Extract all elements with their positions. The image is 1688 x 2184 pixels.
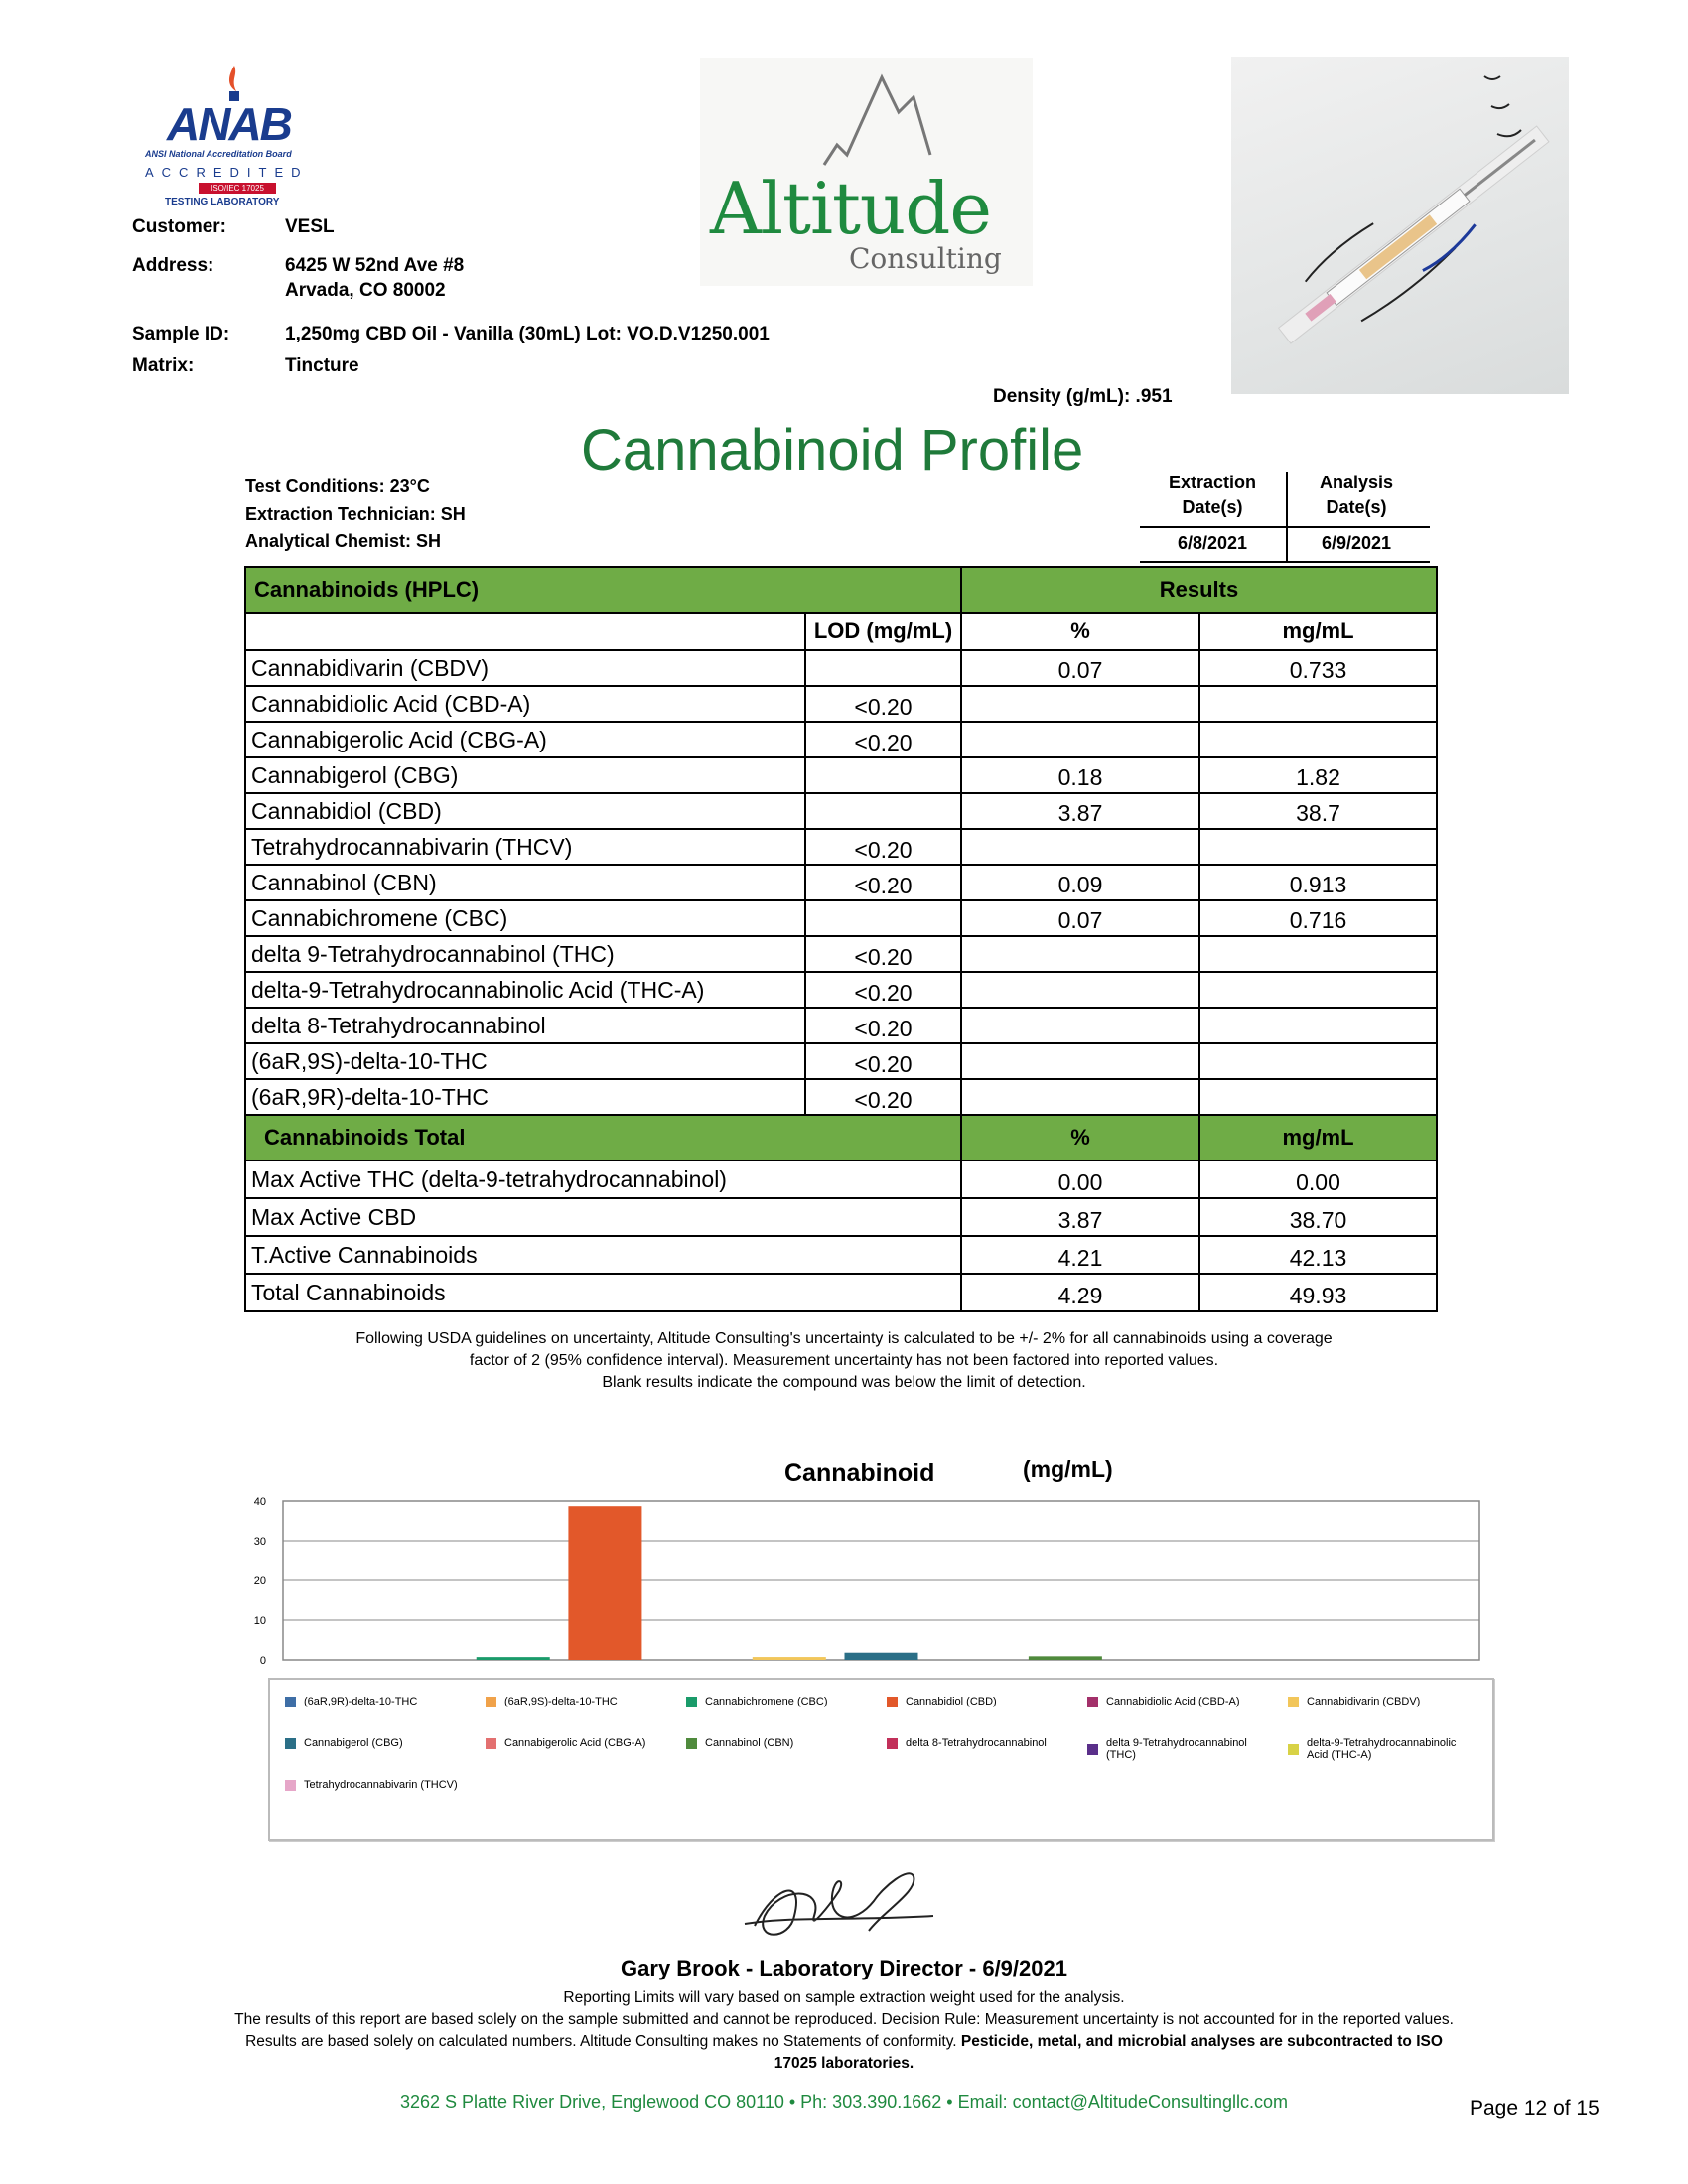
y-tick-label: 30: [253, 1536, 266, 1548]
table-row: [245, 793, 1437, 829]
legend-label: Cannabinol (CBN): [705, 1737, 794, 1749]
legend-label: Cannabidiolic Acid (CBD-A): [1106, 1696, 1240, 1707]
lod-value: <0.20: [805, 936, 961, 972]
legend-item: [887, 1737, 1067, 1749]
compound-name: (6aR,9R)-delta-10-THC: [245, 1079, 805, 1115]
sample-id-label: Sample ID:: [132, 324, 230, 344]
address-line1: 6425 W 52nd Ave #8: [285, 255, 465, 276]
percent-value: 0.18: [961, 757, 1199, 793]
legend-swatch: [285, 1738, 296, 1749]
table-row: [245, 1043, 1437, 1079]
totals-header: Cannabinoids Total: [245, 1115, 961, 1160]
analysis-date-value: 6/9/2021: [1321, 533, 1392, 553]
footer-iso-labs: 17025 laboratories.: [774, 2055, 914, 2072]
mgml-value: [1199, 936, 1437, 972]
lod-value: <0.20: [805, 865, 961, 900]
mgml-value: [1199, 686, 1437, 722]
percent-value: [961, 1079, 1199, 1115]
legend-label: Cannabichromene (CBC): [705, 1696, 828, 1707]
subheader-blank: [245, 613, 805, 650]
totals-mgml-header: mg/mL: [1199, 1115, 1437, 1160]
table-row: [245, 972, 1437, 1008]
legend-label: delta-9-Tetrahydrocannabinolic Acid (THC-A): [1307, 1737, 1457, 1761]
total-name: Total Cannabinoids: [245, 1274, 961, 1311]
percent-value: [961, 722, 1199, 757]
legend-label: (6aR,9S)-delta-10-THC: [504, 1696, 618, 1707]
sample-photo: [1231, 57, 1569, 394]
percent-value: [961, 1008, 1199, 1043]
legend-swatch: [486, 1738, 496, 1749]
bar-2: [477, 1657, 550, 1660]
total-percent: 0.00: [961, 1160, 1199, 1198]
compound-name: Cannabidivarin (CBDV): [245, 650, 805, 686]
blank-results-note: Blank results indicate the compound was below the limit of detection.: [602, 1374, 1086, 1391]
table-row: [245, 722, 1437, 757]
totals-header-row: [245, 1115, 1437, 1160]
cannabinoid-bar-chart: [238, 1489, 1489, 1673]
altitude-consulting-logo: [700, 58, 1033, 286]
mgml-value: 0.733: [1199, 650, 1437, 686]
legend-item: [686, 1696, 867, 1707]
compound-name: Cannabinol (CBN): [245, 865, 805, 900]
percent-value: 0.07: [961, 650, 1199, 686]
totals-row: [245, 1198, 1437, 1236]
chart-unit: (mg/mL): [1023, 1456, 1113, 1482]
chart-title: Cannabinoid: [784, 1459, 935, 1487]
compound-name: Cannabidiolic Acid (CBD-A): [245, 686, 805, 722]
footer-conformity-text: Results are based solely on calculated numbers. Altitude Consulting makes no Statements of conformity.: [245, 2033, 957, 2050]
compound-name: Cannabigerolic Acid (CBG-A): [245, 722, 805, 757]
legend-item: [486, 1737, 666, 1749]
footer-reporting-limits: Reporting Limits will vary based on sample extraction weight used for the analysis.: [563, 1989, 1125, 2006]
totals-row: [245, 1160, 1437, 1198]
page-title: Cannabinoid Profile: [581, 418, 1084, 482]
consulting-wordmark: Consulting: [849, 242, 1002, 275]
y-tick-label: 10: [253, 1615, 266, 1627]
legend-swatch: [486, 1697, 496, 1707]
legend-item: [1087, 1737, 1268, 1761]
table-header-row: [245, 567, 1437, 613]
altitude-wordmark: Altitude: [710, 167, 991, 250]
footer-decision-rule: The results of this report are based solely on the sample submitted and cannot be reproduced. Decision Rule: Measurement uncertainty is not accounted for in the reported values.: [234, 2011, 1454, 2028]
percent-value: [961, 829, 1199, 865]
percent-value: 0.07: [961, 900, 1199, 936]
legend-label: delta 9-Tetrahydrocannabinol (THC): [1106, 1737, 1247, 1761]
total-mgml: 38.70: [1199, 1198, 1437, 1236]
legend-label: Cannabigerol (CBG): [304, 1737, 403, 1749]
lod-value: <0.20: [805, 829, 961, 865]
legend-swatch: [686, 1697, 697, 1707]
lod-value: [805, 900, 961, 936]
uncertainty-note-2: factor of 2 (95% confidence interval). Measurement uncertainty has not been factored into reported values.: [469, 1352, 1219, 1369]
lod-value: [805, 793, 961, 829]
legend-item: [285, 1696, 466, 1707]
matrix-value: Tincture: [285, 355, 359, 376]
total-name: Max Active THC (delta-9-tetrahydrocannabinol): [245, 1160, 961, 1198]
legend-swatch: [1288, 1744, 1299, 1755]
legend-swatch: [285, 1780, 296, 1791]
anab-iso: ISO/IEC 17025: [199, 183, 276, 194]
header-cannabinoids-hplc: Cannabinoids (HPLC): [245, 567, 961, 613]
mgml-value: 0.913: [1199, 865, 1437, 900]
legend-item: [1087, 1696, 1268, 1707]
compound-name: Cannabichromene (CBC): [245, 900, 805, 936]
anab-testing: TESTING LABORATORY: [165, 197, 280, 207]
table-row: [245, 1079, 1437, 1115]
compound-name: (6aR,9S)-delta-10-THC: [245, 1043, 805, 1079]
customer-label: Customer:: [132, 216, 227, 237]
total-percent: 3.87: [961, 1198, 1199, 1236]
footer-conformity: [99, 2033, 1589, 2051]
footer-subcontracted: Pesticide, metal, and microbial analyses are subcontracted to ISO: [960, 2033, 1443, 2050]
address-label: Address:: [132, 255, 214, 276]
signer-name: Gary Brook - Laboratory Director - 6/9/2021: [621, 1956, 1067, 1980]
bar-3: [568, 1506, 641, 1660]
mgml-value: [1199, 829, 1437, 865]
percent-value: [961, 1043, 1199, 1079]
total-percent: 4.29: [961, 1274, 1199, 1311]
legend-label: Tetrahydrocannabivarin (THCV): [304, 1779, 458, 1791]
total-name: T.Active Cannabinoids: [245, 1236, 961, 1274]
mgml-value: [1199, 1043, 1437, 1079]
legend-item: [686, 1737, 867, 1749]
legend-label: delta 8-Tetrahydrocannabinol: [906, 1737, 1047, 1749]
legend-item: [486, 1696, 666, 1707]
table-row: [245, 936, 1437, 972]
y-tick-label: 20: [253, 1575, 266, 1587]
legend-item: [1288, 1696, 1469, 1707]
customer-value: VESL: [285, 216, 335, 237]
totals-row: [245, 1274, 1437, 1311]
legend-swatch: [887, 1738, 898, 1749]
syringe-image: [1231, 57, 1569, 394]
legend-label: Cannabidiol (CBD): [906, 1696, 997, 1707]
totals-pct-header: %: [961, 1115, 1199, 1160]
lod-value: <0.20: [805, 972, 961, 1008]
legend-label: Cannabigerolic Acid (CBG-A): [504, 1737, 646, 1749]
total-mgml: 42.13: [1199, 1236, 1437, 1274]
bar-8: [1029, 1656, 1102, 1660]
lod-value: <0.20: [805, 1008, 961, 1043]
percent-value: [961, 936, 1199, 972]
legend-swatch: [1288, 1697, 1299, 1707]
director-signature: [735, 1846, 943, 1956]
table-row: [245, 650, 1437, 686]
lod-value: <0.20: [805, 686, 961, 722]
mgml-value: [1199, 972, 1437, 1008]
total-name: Max Active CBD: [245, 1198, 961, 1236]
percent-value: 3.87: [961, 793, 1199, 829]
anab-wordmark: ANAB: [167, 98, 291, 150]
subheader-pct: %: [961, 613, 1199, 650]
lod-value: <0.20: [805, 1043, 961, 1079]
bar-6: [845, 1653, 918, 1660]
legend-label: Cannabidivarin (CBDV): [1307, 1696, 1421, 1707]
percent-value: [961, 686, 1199, 722]
uncertainty-note-1: Following USDA guidelines on uncertainty, Altitude Consulting's uncertainty is calculated to be +/- 2% for all cannabinoids using a coverage: [355, 1330, 1333, 1347]
table-row: [245, 1008, 1437, 1043]
header-results: Results: [961, 567, 1437, 613]
compound-name: delta-9-Tetrahydrocannabinolic Acid (THC-A): [245, 972, 805, 1008]
total-percent: 4.21: [961, 1236, 1199, 1274]
mgml-value: 0.716: [1199, 900, 1437, 936]
mgml-value: [1199, 1008, 1437, 1043]
chart-legend: [268, 1678, 1494, 1841]
legend-swatch: [887, 1697, 898, 1707]
legend-swatch: [1087, 1744, 1098, 1755]
table-row: [245, 757, 1437, 793]
compound-name: delta 8-Tetrahydrocannabinol: [245, 1008, 805, 1043]
matrix-label: Matrix:: [132, 355, 195, 376]
y-tick-label: 40: [253, 1496, 266, 1508]
legend-label: (6aR,9R)-delta-10-THC: [304, 1696, 418, 1707]
lod-value: <0.20: [805, 1079, 961, 1115]
subheader-lod: LOD (mg/mL): [805, 613, 961, 650]
lod-value: <0.20: [805, 722, 961, 757]
legend-swatch: [285, 1697, 296, 1707]
compound-name: Tetrahydrocannabivarin (THCV): [245, 829, 805, 865]
legend-swatch: [1087, 1697, 1098, 1707]
cannabinoid-results-table: [244, 566, 1438, 1312]
compound-name: delta 9-Tetrahydrocannabinol (THC): [245, 936, 805, 972]
total-mgml: 49.93: [1199, 1274, 1437, 1311]
table-row: [245, 865, 1437, 900]
mgml-value: 38.7: [1199, 793, 1437, 829]
sample-id-value: 1,250mg CBD Oil - Vanilla (30mL) Lot: VO.D.V1250.001: [285, 324, 770, 344]
lod-value: [805, 757, 961, 793]
legend-item: [1288, 1737, 1469, 1761]
extraction-date-label: Extraction Date(s): [1168, 473, 1257, 517]
density: Density (g/mL): .951: [993, 386, 1173, 407]
table-subheader-row: [245, 613, 1437, 650]
date-rule-top: [1140, 526, 1430, 528]
bar-5: [753, 1657, 826, 1660]
date-rule-bottom: [1140, 561, 1430, 563]
lod-value: [805, 650, 961, 686]
y-tick-label: 0: [259, 1655, 266, 1667]
percent-value: [961, 972, 1199, 1008]
table-row: [245, 829, 1437, 865]
test-conditions: Test Conditions: 23°C: [245, 477, 430, 496]
mountain-icon: [700, 58, 1033, 177]
legend-item: [285, 1779, 466, 1791]
footer-contact: 3262 S Platte River Drive, Englewood CO 80110 • Ph: 303.390.1662 • Email: contact@AltitudeConsultingllc.com: [399, 2092, 1289, 2112]
mgml-value: [1199, 722, 1437, 757]
extraction-technician: Extraction Technician: SH: [245, 504, 466, 524]
compound-name: Cannabigerol (CBG): [245, 757, 805, 793]
totals-row: [245, 1236, 1437, 1274]
compound-name: Cannabidiol (CBD): [245, 793, 805, 829]
percent-value: 0.09: [961, 865, 1199, 900]
legend-item: [887, 1696, 1067, 1707]
analysis-date-label: Analysis Date(s): [1319, 473, 1394, 517]
anab-accreditation-logo: [127, 58, 326, 206]
anab-subtitle: ANSI National Accreditation Board: [145, 149, 292, 159]
anab-accredited: ACCREDITED: [145, 165, 309, 180]
mgml-value: [1199, 1079, 1437, 1115]
mgml-value: 1.82: [1199, 757, 1437, 793]
page-number: Page 12 of 15: [1470, 2097, 1600, 2119]
subheader-mgml: mg/mL: [1199, 613, 1437, 650]
analytical-chemist: Analytical Chemist: SH: [245, 531, 442, 551]
total-mgml: 0.00: [1199, 1160, 1437, 1198]
legend-swatch: [686, 1738, 697, 1749]
extraction-date-value: 6/8/2021: [1177, 533, 1248, 553]
legend-item: [285, 1737, 466, 1749]
address-line2: Arvada, CO 80002: [285, 280, 446, 301]
table-row: [245, 900, 1437, 936]
table-row: [245, 686, 1437, 722]
